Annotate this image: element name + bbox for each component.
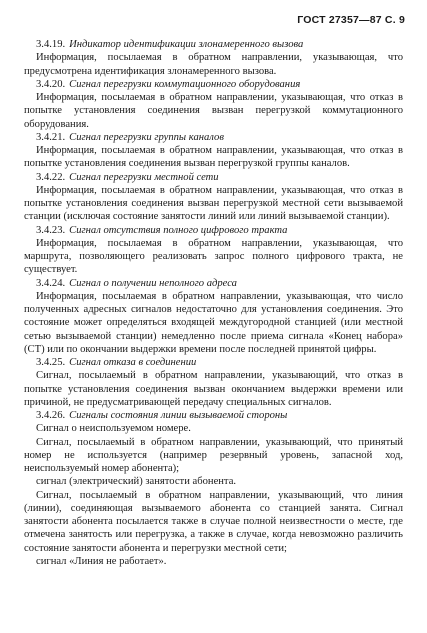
paragraph: Информация, посылаемая в обратном направлении, указывающая, что отказ в попытке установления соединения вызван перегрузкой местной сети вызываемой станции (исключая состояние занятости линий или линий вызываемой станции). <box>24 184 403 223</box>
paragraph: Информация, посылаемая в обратном направлении, указывающая, что предусмотрена идентификация злонамеренного вызова. <box>24 52 403 77</box>
paragraph: сигнал (электрический) занятости абонента. <box>36 476 237 488</box>
section-title: Сигналы состояния линии вызываемой стороны <box>69 410 288 421</box>
section-heading <box>36 277 403 290</box>
section-heading <box>36 38 403 51</box>
paragraph: сигнал «Линия не работает». <box>36 555 167 567</box>
paragraph: Информация, посылаемая в обратном направлении, указывающая, что число полученных адресных сигналов недостаточно для установления соединения. Это состояние может определяться входящей междугородной станцией (или местной сетью вызываемой станции) немедленно после приема сигнала «Конец набора» (СТ) или по окончании выдержки времени после последней принятой цифры. <box>24 290 403 355</box>
section-number: 3.4.25. <box>36 357 66 368</box>
document-body <box>24 38 403 568</box>
section-title: Сигнал перегрузки группы каналов <box>69 131 224 143</box>
section-number: 3.4.26. <box>36 410 66 421</box>
paragraph: Информация, посылаемая в обратном направлении, указывающая, что отказ в попытке установления соединения вызван перегрузкой группы каналов. <box>24 145 403 170</box>
section-title: Сигнал перегрузки коммутационного оборудования <box>69 78 301 90</box>
section-title: Сигнал отсутствия полного цифрового тракта <box>69 224 288 236</box>
section-number: 3.4.20. <box>36 78 66 90</box>
paragraph: Информация, посылаемая в обратном направлении, указывающая, что отказ в попытке установления соединения вызван перегрузкой коммутационного оборудования. <box>24 92 403 130</box>
paragraph: Информация, посылаемая в обратном направлении, указывающая, что маршрута, позволяющего реализовать запрос полного цифрового тракта, не существует. <box>24 237 403 276</box>
section-number: 3.4.23. <box>36 224 66 236</box>
section-number: 3.4.21. <box>36 131 66 143</box>
paragraph: Сигнал, посылаемый в обратном направлении, указывающий, что отказ в попытке установления соединения вызван окончанием выдержки времени или причиной, не предусматривающей передачу специальных сигналов. <box>24 370 403 408</box>
section-number: 3.4.22. <box>36 171 66 183</box>
paragraph: Сигнал о неиспользуемом номере. <box>36 423 191 435</box>
paragraph: Сигнал, посылаемый в обратном направлении, указывающий, что линия (линии), соединяющая вызываемого абонента со станцией занята. Сигнал занятости абонента посылается также в случае полной неизвестности о месте, где отмечена занятость или перегрузка, а также в случае, когда невозможно различить состояние занятости абонента и перегрузки местной сети; <box>24 489 403 554</box>
section-heading <box>36 131 403 144</box>
section-title: Индикатор идентификации злонамеренного вызова <box>69 39 304 50</box>
section-title: Сигнал перегрузки местной сети <box>69 171 219 183</box>
section-heading <box>36 356 403 369</box>
section-title: Сигнал о получении неполного адреса <box>69 277 237 289</box>
section-heading <box>36 409 403 422</box>
paragraph: Сигнал, посылаемый в обратном направлении, указывающий, что принятый номер не используется (например резервный уровень, запасной ход, неиспользуемый номер абонента); <box>24 436 403 474</box>
page-header: ГОСТ 27357—87 С. 9 <box>297 14 405 26</box>
section-title: Сигнал отказа в соединении <box>69 357 197 368</box>
section-heading <box>36 78 403 91</box>
section-number: 3.4.24. <box>36 277 66 289</box>
section-heading <box>36 171 403 184</box>
section-number: 3.4.19. <box>36 39 66 50</box>
section-heading <box>36 224 403 237</box>
